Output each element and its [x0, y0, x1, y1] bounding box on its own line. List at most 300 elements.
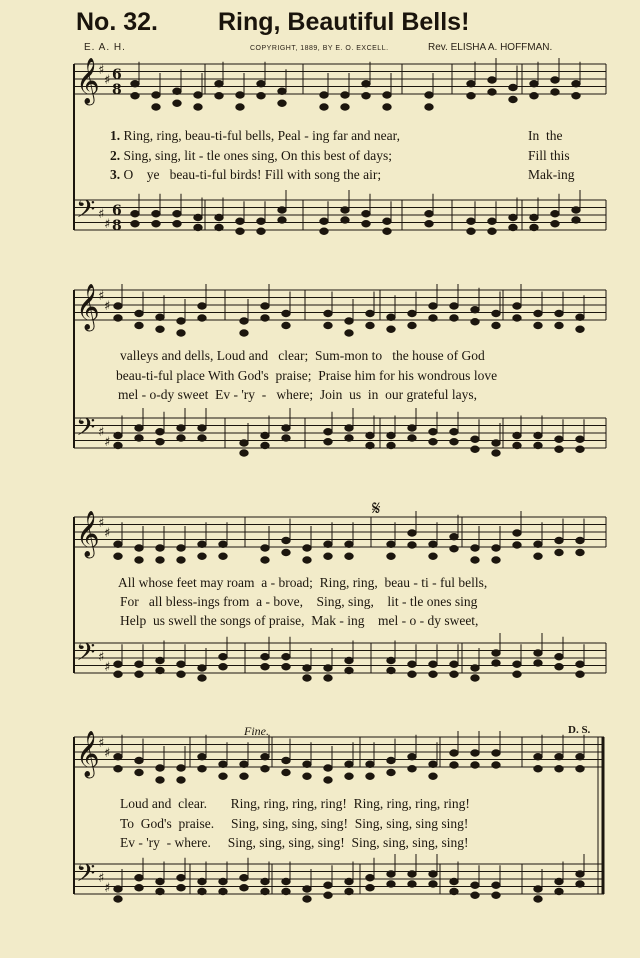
note-head: [345, 888, 353, 894]
note-head: [576, 766, 584, 772]
note-head: [261, 766, 269, 772]
note-head: [513, 442, 521, 448]
lyric-line: Loud and clear. Ring, ring, ring, ring! Ring, ring, ring, ring!: [120, 796, 470, 811]
note-head: [114, 553, 122, 559]
note-head: [509, 214, 517, 220]
note-head: [387, 769, 395, 775]
note-head: [555, 537, 563, 543]
note-head: [534, 660, 542, 666]
sharp-sign: ♯: [98, 63, 105, 78]
ds-mark: D. S.: [568, 724, 591, 736]
note-head: [173, 221, 181, 227]
note-head: [366, 310, 374, 316]
note-head: [278, 217, 286, 223]
note-head: [156, 765, 164, 771]
note-head: [383, 228, 391, 234]
note-head: [324, 429, 332, 435]
note-head: [450, 878, 458, 884]
note-head: [471, 319, 479, 325]
note-head: [219, 761, 227, 767]
note-head: [114, 432, 122, 438]
note-head: [324, 777, 332, 783]
note-head: [387, 442, 395, 448]
note-head: [471, 545, 479, 551]
note-head: [429, 773, 437, 779]
note-head: [366, 432, 374, 438]
note-head: [282, 878, 290, 884]
note-head: [261, 654, 269, 660]
note-head: [362, 93, 370, 99]
note-head: [450, 315, 458, 321]
note-head: [261, 664, 269, 670]
note-head: [534, 310, 542, 316]
time-signature: 6: [112, 67, 122, 83]
sharp-sign: ♯: [98, 425, 105, 440]
copyright-notice: COPYRIGHT, 1889, BY E. O. EXCELL.: [250, 45, 389, 52]
note-head: [303, 761, 311, 767]
note-head: [530, 93, 538, 99]
note-head: [576, 871, 584, 877]
lyric-line: valleys and dells, Loud and clear; Sum-mon to the house of God: [120, 348, 485, 363]
note-head: [387, 314, 395, 320]
note-head: [282, 757, 290, 763]
sharp-sign: ♯: [98, 516, 105, 531]
note-head: [387, 432, 395, 438]
note-head: [320, 104, 328, 110]
note-head: [383, 104, 391, 110]
note-head: [429, 541, 437, 547]
note-head: [429, 315, 437, 321]
note-head: [135, 322, 143, 328]
note-head: [429, 553, 437, 559]
note-head: [177, 875, 185, 881]
note-head: [341, 217, 349, 223]
note-head: [530, 81, 538, 87]
note-head: [219, 878, 227, 884]
note-head: [534, 322, 542, 328]
note-head: [135, 757, 143, 763]
note-head: [530, 214, 538, 220]
note-head: [408, 766, 416, 772]
note-head: [425, 92, 433, 98]
note-head: [324, 553, 332, 559]
note-head: [572, 217, 580, 223]
note-head: [345, 761, 353, 767]
note-head: [156, 439, 164, 445]
note-head: [492, 892, 500, 898]
treble-clef: 𝄞: [76, 731, 100, 777]
note-head: [278, 88, 286, 94]
note-head: [236, 218, 244, 224]
note-head: [324, 765, 332, 771]
note-head: [387, 881, 395, 887]
note-head: [156, 667, 164, 673]
note-head: [576, 537, 584, 543]
note-head: [261, 315, 269, 321]
time-signature: 8: [112, 82, 122, 98]
note-head: [488, 218, 496, 224]
note-head: [156, 888, 164, 894]
note-head: [429, 303, 437, 309]
note-head: [513, 315, 521, 321]
note-head: [387, 541, 395, 547]
note-head: [425, 221, 433, 227]
note-head: [408, 671, 416, 677]
note-head: [366, 875, 374, 881]
note-head: [345, 553, 353, 559]
note-head: [152, 92, 160, 98]
note-head: [114, 671, 122, 677]
note-head: [194, 92, 202, 98]
note-head: [198, 541, 206, 547]
bass-clef: 𝄢: [76, 859, 96, 894]
note-head: [324, 892, 332, 898]
note-head: [471, 436, 479, 442]
time-signature: 6: [112, 203, 122, 219]
lyric-line: 2. Sing, sing, lit - tle ones sing, On this best of days;: [110, 148, 392, 163]
note-head: [555, 549, 563, 555]
note-head: [366, 442, 374, 448]
sharp-sign: ♯: [104, 660, 111, 675]
note-head: [429, 761, 437, 767]
note-head: [177, 765, 185, 771]
note-head: [534, 896, 542, 902]
note-head: [450, 888, 458, 894]
note-head: [131, 93, 139, 99]
note-head: [152, 104, 160, 110]
note-head: [282, 769, 290, 775]
note-head: [471, 665, 479, 671]
note-head: [324, 439, 332, 445]
note-head: [324, 665, 332, 671]
note-head: [492, 660, 500, 666]
note-head: [383, 92, 391, 98]
note-head: [236, 92, 244, 98]
note-head: [198, 425, 206, 431]
note-head: [492, 650, 500, 656]
note-head: [194, 214, 202, 220]
note-head: [282, 664, 290, 670]
note-head: [240, 773, 248, 779]
note-head: [345, 878, 353, 884]
note-head: [572, 93, 580, 99]
words-author: E. A. H.: [84, 42, 126, 53]
lyric-tail: Mak-ing: [528, 167, 575, 182]
note-head: [114, 886, 122, 892]
note-head: [408, 871, 416, 877]
note-head: [177, 435, 185, 441]
note-head: [114, 754, 122, 760]
treble-clef: 𝄞: [76, 58, 100, 104]
note-head: [156, 545, 164, 551]
note-head: [198, 878, 206, 884]
note-head: [198, 665, 206, 671]
note-head: [513, 542, 521, 548]
note-head: [261, 888, 269, 894]
note-head: [215, 93, 223, 99]
note-head: [278, 207, 286, 213]
note-head: [450, 439, 458, 445]
sharp-sign: ♯: [98, 207, 105, 222]
note-head: [408, 435, 416, 441]
note-head: [551, 77, 559, 83]
note-head: [261, 545, 269, 551]
hymn-title: Ring, Beautiful Bells!: [218, 8, 470, 36]
note-head: [555, 310, 563, 316]
note-head: [513, 661, 521, 667]
bass-clef: 𝄢: [76, 413, 96, 448]
note-head: [467, 81, 475, 87]
note-head: [177, 661, 185, 667]
note-head: [194, 104, 202, 110]
note-head: [555, 436, 563, 442]
note-head: [215, 224, 223, 230]
note-head: [198, 315, 206, 321]
note-head: [219, 553, 227, 559]
note-head: [282, 888, 290, 894]
note-head: [534, 442, 542, 448]
time-signature: 8: [112, 218, 122, 234]
lyric-line: Ev - 'ry - where. Sing, sing, sing, sing! Sing, sing, sing, sing!: [120, 835, 469, 850]
note-head: [135, 885, 143, 891]
note-head: [383, 218, 391, 224]
note-head: [282, 654, 290, 660]
note-head: [408, 310, 416, 316]
note-head: [114, 766, 122, 772]
note-head: [366, 322, 374, 328]
note-head: [387, 667, 395, 673]
note-head: [408, 542, 416, 548]
note-head: [488, 77, 496, 83]
note-head: [450, 429, 458, 435]
note-head: [303, 665, 311, 671]
lyric-tail: In the: [528, 128, 563, 143]
note-head: [488, 89, 496, 95]
note-head: [387, 553, 395, 559]
note-head: [177, 330, 185, 336]
lyric-line: mel - o-dy sweet Ev - 'ry - where; Join us in our grateful lays,: [118, 387, 477, 402]
note-head: [324, 882, 332, 888]
note-head: [555, 888, 563, 894]
note-head: [551, 221, 559, 227]
note-head: [198, 754, 206, 760]
sharp-sign: ♯: [104, 217, 111, 232]
note-head: [219, 664, 227, 670]
note-head: [492, 450, 500, 456]
note-head: [219, 773, 227, 779]
note-head: [135, 769, 143, 775]
treble-clef: 𝄞: [76, 284, 100, 330]
note-head: [429, 671, 437, 677]
lyric-line: 3. O ye beau-ti-ful birds! Fill with song the air;: [110, 167, 382, 182]
note-head: [278, 100, 286, 106]
note-head: [576, 314, 584, 320]
note-head: [219, 654, 227, 660]
note-head: [513, 432, 521, 438]
note-head: [324, 675, 332, 681]
note-head: [450, 671, 458, 677]
note-head: [303, 886, 311, 892]
note-head: [303, 896, 311, 902]
music-author: Rev. ELISHA A. HOFFMAN.: [428, 42, 553, 53]
note-head: [555, 766, 563, 772]
note-head: [320, 228, 328, 234]
note-head: [303, 773, 311, 779]
note-head: [534, 432, 542, 438]
lyric-tail: Fill this: [528, 148, 570, 163]
note-head: [429, 871, 437, 877]
sharp-sign: ♯: [98, 736, 105, 751]
bass-clef: 𝄢: [76, 638, 96, 673]
note-head: [320, 92, 328, 98]
note-head: [471, 750, 479, 756]
treble-clef: 𝄞: [76, 511, 100, 557]
note-head: [282, 425, 290, 431]
note-head: [551, 89, 559, 95]
note-head: [555, 322, 563, 328]
note-head: [492, 882, 500, 888]
note-head: [471, 307, 479, 313]
note-head: [198, 675, 206, 681]
note-head: [471, 762, 479, 768]
note-head: [362, 211, 370, 217]
note-head: [513, 303, 521, 309]
note-head: [492, 310, 500, 316]
note-head: [387, 871, 395, 877]
note-head: [240, 875, 248, 881]
note-head: [387, 326, 395, 332]
note-head: [135, 557, 143, 563]
note-head: [324, 322, 332, 328]
note-head: [177, 545, 185, 551]
note-head: [177, 777, 185, 783]
note-head: [341, 92, 349, 98]
note-head: [488, 228, 496, 234]
note-head: [572, 81, 580, 87]
lyric-line: For all bless-ings from a - bove, Sing, sing, lit - tle ones sing: [120, 594, 478, 609]
note-head: [135, 875, 143, 881]
note-head: [534, 541, 542, 547]
note-head: [513, 530, 521, 536]
lyric-line: beau-ti-ful place With God's praise; Praise him for his wondrous love: [116, 368, 498, 383]
note-head: [387, 757, 395, 763]
note-head: [534, 886, 542, 892]
note-head: [471, 882, 479, 888]
note-head: [425, 211, 433, 217]
note-head: [156, 557, 164, 563]
note-head: [450, 534, 458, 540]
note-head: [576, 754, 584, 760]
note-head: [257, 93, 265, 99]
note-head: [215, 81, 223, 87]
note-head: [173, 88, 181, 94]
note-head: [219, 541, 227, 547]
note-head: [555, 654, 563, 660]
note-head: [425, 104, 433, 110]
note-head: [576, 661, 584, 667]
note-head: [387, 657, 395, 663]
note-head: [240, 450, 248, 456]
note-head: [513, 671, 521, 677]
note-head: [471, 446, 479, 452]
note-head: [282, 537, 290, 543]
note-head: [555, 664, 563, 670]
note-head: [114, 661, 122, 667]
sharp-sign: ♯: [98, 650, 105, 665]
note-head: [135, 435, 143, 441]
note-head: [177, 318, 185, 324]
note-head: [492, 440, 500, 446]
note-head: [135, 310, 143, 316]
note-head: [156, 657, 164, 663]
note-head: [131, 211, 139, 217]
note-head: [261, 442, 269, 448]
note-head: [471, 675, 479, 681]
note-head: [198, 303, 206, 309]
note-head: [429, 439, 437, 445]
note-head: [177, 671, 185, 677]
note-head: [152, 211, 160, 217]
note-head: [492, 762, 500, 768]
note-head: [345, 318, 353, 324]
note-head: [114, 442, 122, 448]
note-head: [152, 221, 160, 227]
fine-mark: Fine.: [244, 724, 269, 738]
note-head: [156, 326, 164, 332]
note-head: [429, 661, 437, 667]
note-head: [408, 661, 416, 667]
note-head: [362, 221, 370, 227]
note-head: [320, 218, 328, 224]
lyric-line: Help us swell the songs of praise, Mak - ing mel - o - dy sweet,: [120, 613, 479, 628]
note-head: [366, 885, 374, 891]
note-head: [471, 892, 479, 898]
sharp-sign: ♯: [104, 73, 111, 88]
note-head: [408, 881, 416, 887]
note-head: [450, 762, 458, 768]
note-head: [261, 303, 269, 309]
sharp-sign: ♯: [98, 289, 105, 304]
note-head: [282, 435, 290, 441]
note-head: [324, 541, 332, 547]
note-head: [177, 885, 185, 891]
note-head: [492, 322, 500, 328]
note-head: [366, 761, 374, 767]
note-head: [509, 224, 517, 230]
note-head: [156, 878, 164, 884]
note-head: [509, 96, 517, 102]
segno-sign: 𝄋: [372, 498, 381, 520]
note-head: [324, 310, 332, 316]
note-head: [492, 557, 500, 563]
note-head: [114, 303, 122, 309]
note-head: [429, 429, 437, 435]
note-head: [345, 667, 353, 673]
note-head: [173, 211, 181, 217]
note-head: [450, 661, 458, 667]
note-head: [345, 657, 353, 663]
note-head: [156, 777, 164, 783]
note-head: [408, 530, 416, 536]
note-head: [450, 750, 458, 756]
note-head: [572, 207, 580, 213]
note-head: [450, 546, 458, 552]
note-head: [534, 754, 542, 760]
lyric-line: All whose feet may roam a - broad; Ring, ring, beau - ti - ful bells,: [118, 575, 488, 590]
lyric-line: 1. Ring, ring, beau-ti-ful bells, Peal - ing far and near,: [110, 128, 400, 143]
note-head: [114, 541, 122, 547]
note-head: [236, 228, 244, 234]
